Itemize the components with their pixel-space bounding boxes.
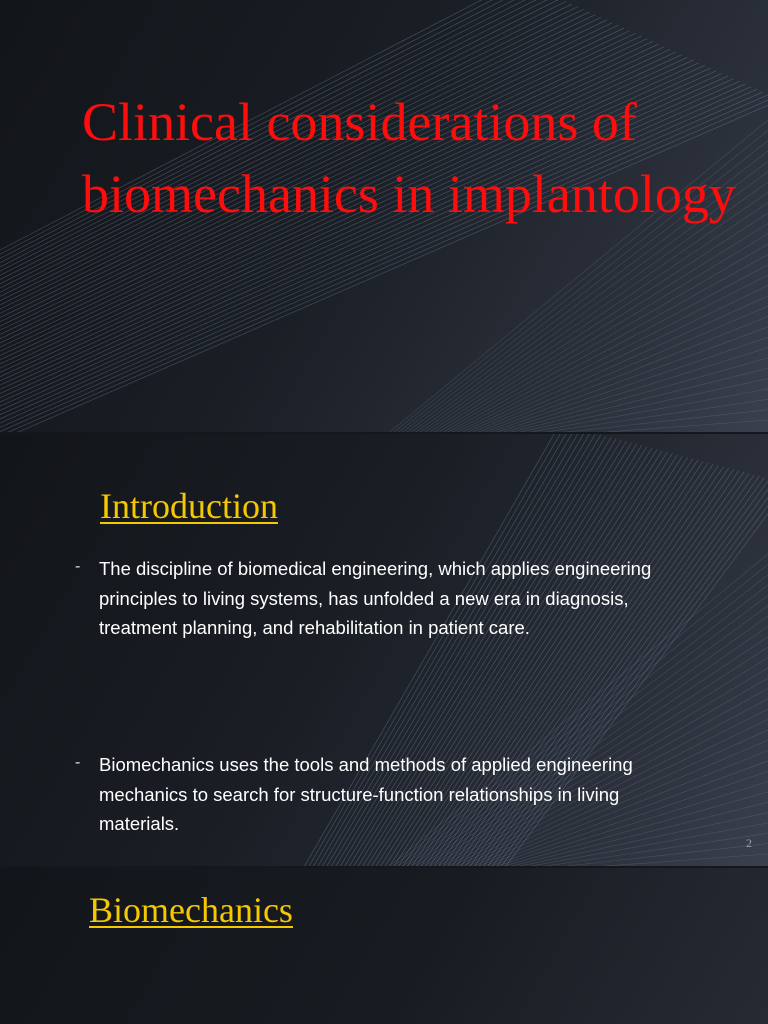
bullet-item: [75, 750, 695, 839]
section-heading-biomechanics: Biomechanics: [89, 890, 293, 930]
bullet-item: [75, 554, 695, 643]
decorative-line: [438, 265, 768, 432]
section-heading-introduction: Introduction: [100, 486, 278, 526]
decorative-line: [479, 368, 768, 432]
slide-number: 2: [746, 836, 752, 850]
decorative-line: [417, 213, 768, 432]
bullet-marker: -: [75, 754, 81, 771]
bullet-text: Biomechanics uses the tools and methods of applied engineering mechanics to search for structure-function relationships in living materials.: [99, 754, 633, 834]
slide-title-text: Clinical considerations of biomechanics in implantology: [82, 92, 736, 224]
decorative-line: [426, 234, 768, 432]
bullet-marker: -: [75, 558, 81, 575]
decorative-line: [471, 348, 768, 432]
slide-introduction: [0, 434, 768, 866]
decorative-line: [430, 244, 768, 432]
decorative-line: [421, 223, 768, 432]
bullet-text: The discipline of biomedical engineering, which applies engineering principles to living systems, has unfolded a new era in diagnosis, treatment planning, and rehabilitation in patient care.: [99, 558, 652, 638]
slide-biomechanics: [0, 868, 768, 1024]
slide-title: [0, 0, 768, 432]
decorative-line: [492, 399, 768, 432]
decorative-line: [434, 254, 768, 432]
